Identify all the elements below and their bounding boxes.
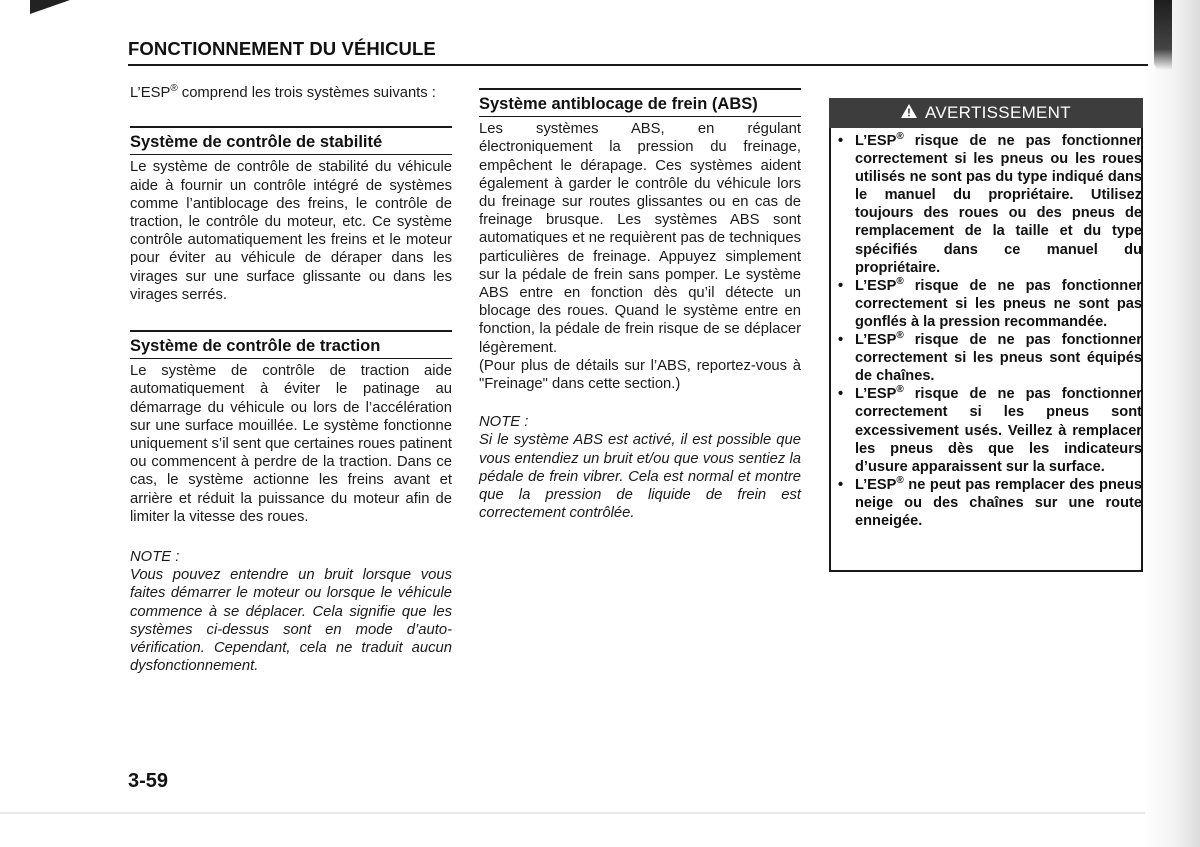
page-edge-shadow — [1145, 0, 1200, 847]
traction-heading: Système de contrôle de traction — [130, 330, 452, 359]
left-column — [130, 84, 452, 675]
warning-item: • L’ESP® ne peut pas remplacer des pneus neige ou des chaînes sur une route enneigée. — [838, 474, 1142, 529]
warning-list — [838, 132, 1142, 530]
page-corner-mark — [30, 0, 70, 14]
stability-heading: Système de contrôle de stabilité — [130, 126, 452, 155]
intro-paragraph: L’ESP® comprend les trois systèmes suivants : — [130, 83, 436, 101]
warning-header — [829, 98, 1143, 128]
mid-note-text: Si le système ABS est activé, il est possible que vous entendiez un bruit et/ou que vous sentiez la pédale de frein vibrer. Cela est normal et montre que la pression de liquide de frein est correctement contrôlée. — [479, 432, 801, 522]
warning-title: AVERTISSEMENT — [925, 103, 1071, 122]
page-binding-mark — [1154, 0, 1172, 70]
page-bottom-edge — [0, 812, 1145, 814]
mid-note-label: NOTE : — [479, 414, 529, 431]
left-note-text: Vous pouvez entendre un bruit lorsque vous faites démarrer le moteur ou lorsque le véhicule commence à se déplacer. Cela signifie que les systèmes ci-dessus sont en mode d’auto-vérification. Cependant, cela ne traduit aucun dysfonctionnement. — [130, 567, 452, 675]
middle-column — [479, 88, 801, 522]
page-header-title: FONCTIONNEMENT DU VÉHICULE — [128, 38, 436, 59]
left-note-label: NOTE : — [130, 549, 180, 566]
header-rule — [128, 64, 1148, 66]
abs-reference: (Pour plus de détails sur l’ABS, reportez-vous à "Freinage" dans cette section.) — [479, 357, 801, 393]
page-number: 3-59 — [128, 770, 169, 792]
abs-body: Les systèmes ABS, en régulant électroniquement la pression du freinage, empêchent le dérapage. Ces systèmes aident également à garder le contrôle du véhicule lors du freinage sur routes glissantes ou en cas de freinage brusque. Les systèmes ABS sont automatiques et ne requièrent pas de techniques particulières de freinage. Appuyez simplement sur la pédale de frein sans pomper. Le système ABS entre en fonction dès qu’il détecte un blocage des roues. Quand le système entre en fonction, la pédale de frein risque de se déplacer légèrement. — [479, 121, 801, 356]
warning-item: • L’ESP® risque de ne pas fonctionner correctement si les pneus ne sont pas gonflés à la pression recommandée. — [838, 275, 1142, 330]
warning-triangle-icon — [901, 104, 917, 123]
warning-item: • L’ESP® risque de ne pas fonctionner correctement si les pneus sont excessivement usés. Veillez à remplacer les pneus dès que les indicateurs d’usure apparaissent sur la surface. — [838, 384, 1142, 475]
warning-item: • L’ESP® risque de ne pas fonctionner correctement si les pneus ou les roues utilisés ne sont pas du type indiqué dans le manuel du propriétaire. Utilisez toujours des roues ou des pneus de remplacement de la taille et du type spécifiés dans ce manuel du propriétaire. — [838, 131, 1142, 276]
traction-body: Le système de contrôle de traction aide automatiquement à éviter le patinage au démarrage du véhicule ou lors de l’accélération sur une surface mouillée. Le système fonctionne uniquement s’il sent que certaines roues patinent ou commencent à perdre de la traction. Dans ce cas, le système actionne les freins avant et arrière et réduit la puissance du moteur afin de limiter la vitesse des roues. — [130, 363, 452, 525]
stability-body: Le système de contrôle de stabilité du véhicule aide à fournir un contrôle intégré de systèmes comme l’antiblocage des freins, le contrôle de traction, le contrôle du moteur, etc. Ce système contrôle automatiquement les freins et le moteur pour éviter au véhicule de déraper dans les virages sur une surface glissante ou dans les virages serrés. — [130, 159, 452, 303]
abs-heading: Système antiblocage de frein (ABS) — [479, 88, 801, 117]
warning-item: • L’ESP® risque de ne pas fonctionner correctement si les pneus sont équipés de chaînes. — [838, 330, 1142, 385]
